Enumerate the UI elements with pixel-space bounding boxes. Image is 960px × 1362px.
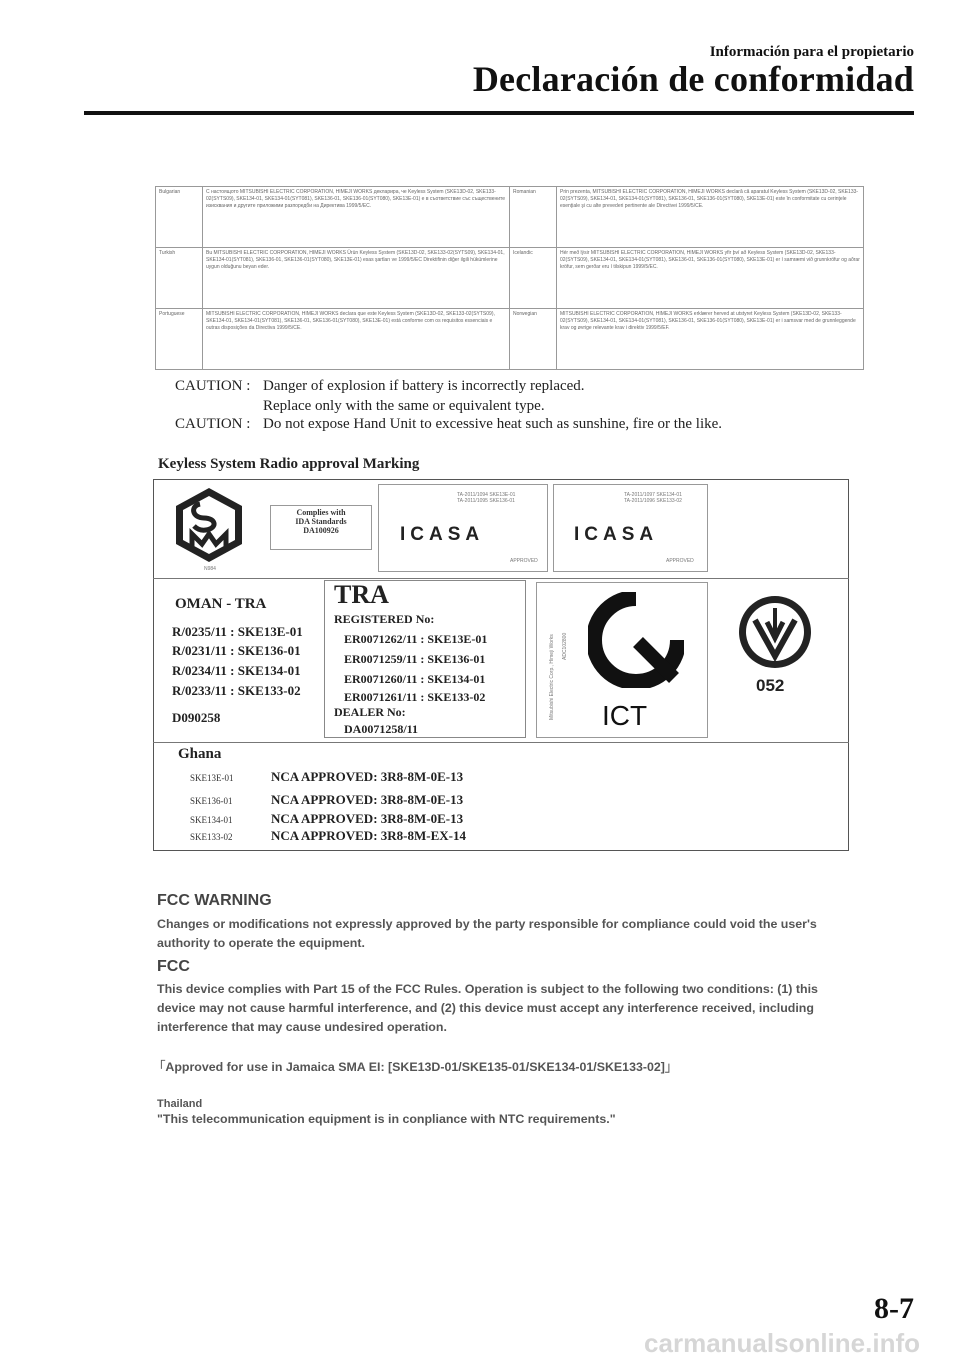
language-name: Bulgarian <box>156 187 203 248</box>
language-name: Romanian <box>510 187 557 248</box>
fcc-warning-title: FCC WARNING <box>157 892 272 909</box>
ida-line: Complies with <box>296 508 346 517</box>
icasa-code: TA-2011/1094 SKE13E-01 <box>457 492 516 498</box>
ida-text <box>270 508 372 535</box>
language-declaration-table <box>155 186 864 370</box>
fcc-title: FCC <box>157 958 190 975</box>
tra-line: ER0071260/11 : SKE134-01 <box>344 672 486 686</box>
caution-text: Danger of explosion if battery is incorrectly replaced. <box>263 378 585 394</box>
declaration-text: С настоящото MITSUBISHI ELECTRIC CORPORATION, HIMEJI WORKS декларира, че Keyless System (SKE13D-02, SKE133-02(SYTS09), SKE134-01, SKE134-01(SYT081), SKE136-01, SKE136-01(SYT080), SKE13E-01) е в съответствие със съществените изисквания и другите приложими разпоредби на Директива 1999/5/ЕС. <box>203 187 510 248</box>
oman-line: R/0233/11 : SKE133-02 <box>172 683 301 698</box>
icasa-codes <box>457 492 515 504</box>
ghana-title: Ghana <box>178 746 222 762</box>
ict-code: ADC102800 <box>562 632 568 660</box>
ict-label: ICT <box>602 700 648 731</box>
caution-label: CAUTION : <box>175 416 251 432</box>
oman-line: R/0231/11 : SKE136-01 <box>172 643 301 658</box>
conformity-mark-icon <box>737 594 813 670</box>
ida-line: DA100926 <box>303 526 339 535</box>
oman-title: OMAN - TRA <box>175 596 267 612</box>
tra-registered-label: REGISTERED No: <box>334 612 435 626</box>
language-name: Icelandic <box>510 248 557 309</box>
icasa-code: TA-2011/1095 SKE136-01 <box>457 498 515 504</box>
fcc-text: This device complies with Part 15 of the FCC Rules. Operation is subject to the following two conditions: (1) this device may not cause harmful interference, and (2) this device must accept any interference received, including interference that may cause undesired operation. <box>157 982 818 1034</box>
thailand-text: "This telecommunication equipment is in conpliance with NTC requirements." <box>157 1112 616 1126</box>
page-title: Declaración de conformidad <box>472 59 914 99</box>
icasa-status: APPROVED <box>510 558 538 564</box>
icasa-code: TA-2011/1097 SKE134-01 <box>624 492 682 498</box>
divider <box>153 578 849 579</box>
language-name: Portuguese <box>156 309 203 370</box>
thailand-label: Thailand <box>157 1098 203 1110</box>
jamaica-text: 「Approved for use in Jamaica SMA EI: [SKE13D-01/SKE135-01/SKE134-01/SKE133-02]」 <box>153 1060 678 1074</box>
declaration-text: Prin prezenta, MITSUBISHI ELECTRIC CORPORATION, HIMEJI WORKS declară că aparatul Keyless System (SKE13D-02, SKE133-02(SYTS09), SKE134-01, SKE134-01(SYT081), SKE136-01, SKE136-01(SYT080), SKE13E-01) este în conformitate cu cerinţele esenţiale şi cu alte prevederi pertinente ale Directivei 1999/5/CE. <box>557 187 864 248</box>
ghana-nca: NCA APPROVED: 3R8-8M-0E-13 <box>271 769 464 784</box>
ghana-nca: NCA APPROVED: 3R8-8M-0E-13 <box>271 792 464 807</box>
tra-line: ER0071261/11 : SKE133-02 <box>344 690 486 704</box>
declaration-text: MITSUBISHI ELECTRIC CORPORATION, HIMEJI WORKS declara que este Keyless System (SKE13D-02, SKE133-02(SYTS09), SKE134-01, SKE134-01(SYT081), SKE136-01, SKE136-01(SYT080), SKE13E-01) está conforme com os requisitos essenciais e outras disposições da Directiva 1999/5/CE. <box>203 309 510 370</box>
divider <box>153 742 849 743</box>
rcm-logo-icon <box>170 486 248 564</box>
watermark: carmanualsonline.info <box>644 1328 920 1358</box>
caution-label: CAUTION : <box>175 378 251 394</box>
tra-dealer: DA0071258/11 <box>344 722 419 736</box>
icasa-code: TA-2011/1096 SKE133-02 <box>624 498 682 504</box>
tra-line: ER0071262/11 : SKE13E-01 <box>344 632 488 646</box>
icasa-status: APPROVED <box>666 558 694 564</box>
icasa-logo-icon: ICASA <box>400 524 485 545</box>
table-row <box>156 187 864 248</box>
keyless-marking-title: Keyless System Radio approval Marking <box>158 456 420 472</box>
conformity-code: 052 <box>756 676 785 695</box>
oman-line: R/0234/11 : SKE134-01 <box>172 663 301 678</box>
section-label: Información para el propietario <box>709 44 914 60</box>
ict-side-text: Mitsubishi Electric Corp., Himeji Works <box>549 634 555 720</box>
oman-line: R/0235/11 : SKE13E-01 <box>172 624 303 639</box>
rcm-code: N984 <box>204 566 216 572</box>
fcc-warning-text: Changes or modifications not expressly approved by the party responsible for compliance could void the user's authority to operate the equipment. <box>157 917 817 950</box>
tra-line: ER0071259/11 : SKE136-01 <box>344 652 486 666</box>
icasa-codes <box>624 492 682 504</box>
ghana-code: SKE13E-01 <box>190 773 234 783</box>
ghana-code: SKE133-02 <box>190 832 233 842</box>
ghana-code: SKE136-01 <box>190 796 233 806</box>
caution-1 <box>175 377 585 396</box>
oman-dealer: D090258 <box>172 710 221 725</box>
ict-logo-icon <box>588 592 684 688</box>
caution-text: Do not expose Hand Unit to excessive heat such as sunshine, fire or the like. <box>263 416 723 432</box>
header-rule <box>84 111 914 115</box>
page-number: 8-7 <box>874 1292 914 1325</box>
icasa-logo-icon: ICASA <box>574 524 659 545</box>
tra-dealer-label: DEALER No: <box>334 705 406 719</box>
language-name: Turkish <box>156 248 203 309</box>
language-name: Norwegian <box>510 309 557 370</box>
ghana-nca: NCA APPROVED: 3R8-8M-0E-13 <box>271 811 464 826</box>
declaration-text: Bu MITSUBISHI ELECTRIC CORPORATION, HIMEJI WORKS Ürün Keyless System (SKE13D-02, SKE133-02(SYTS09), SKE134-01, SKE134-01(SYT081), SKE136-01, SKE136-01(SYT080), SKE13E-01) esas şartları ve 1999/5/EC Direktifinin diğer ilgili hükümlerine uygun olduğunu beyan eder. <box>203 248 510 309</box>
ida-line: IDA Standards <box>295 517 347 526</box>
caution-1b: Replace only with the same or equivalent type. <box>263 398 545 414</box>
tra-title: TRA <box>334 580 389 609</box>
declaration-text: Hér með lýsir MITSUBISHI ELECTRIC CORPORATION, HIMEJI WORKS yfir því að Keyless System (SKE13D-02, SKE133-02(SYTS09), SKE134-01, SKE134-01(SYT081), SKE136-01, SKE136-01(SYT080), SKE13E-01) er í samræmi við grunnkröfur og aðrar kröfur, sem gerðar eru í tilskipun 1999/5/EC. <box>557 248 864 309</box>
table-row <box>156 248 864 309</box>
ghana-nca: NCA APPROVED: 3R8-8M-EX-14 <box>271 828 466 843</box>
caution-2 <box>175 415 722 434</box>
ghana-code: SKE134-01 <box>190 815 233 825</box>
table-row <box>156 309 864 370</box>
declaration-text: MITSUBISHI ELECTRIC CORPORATION, HIMEJI WORKS erklærer herved at utstyret Keyless System (SKE13D-02, SKE133-02(SYTS09), SKE134-01, SKE134-01(SYT081), SKE136-01, SKE136-01(SYT080), SKE13E-01) er i samsvar med de grunnleggende krav og øvrige relevante krav i direktiv 1999/5/EF. <box>557 309 864 370</box>
